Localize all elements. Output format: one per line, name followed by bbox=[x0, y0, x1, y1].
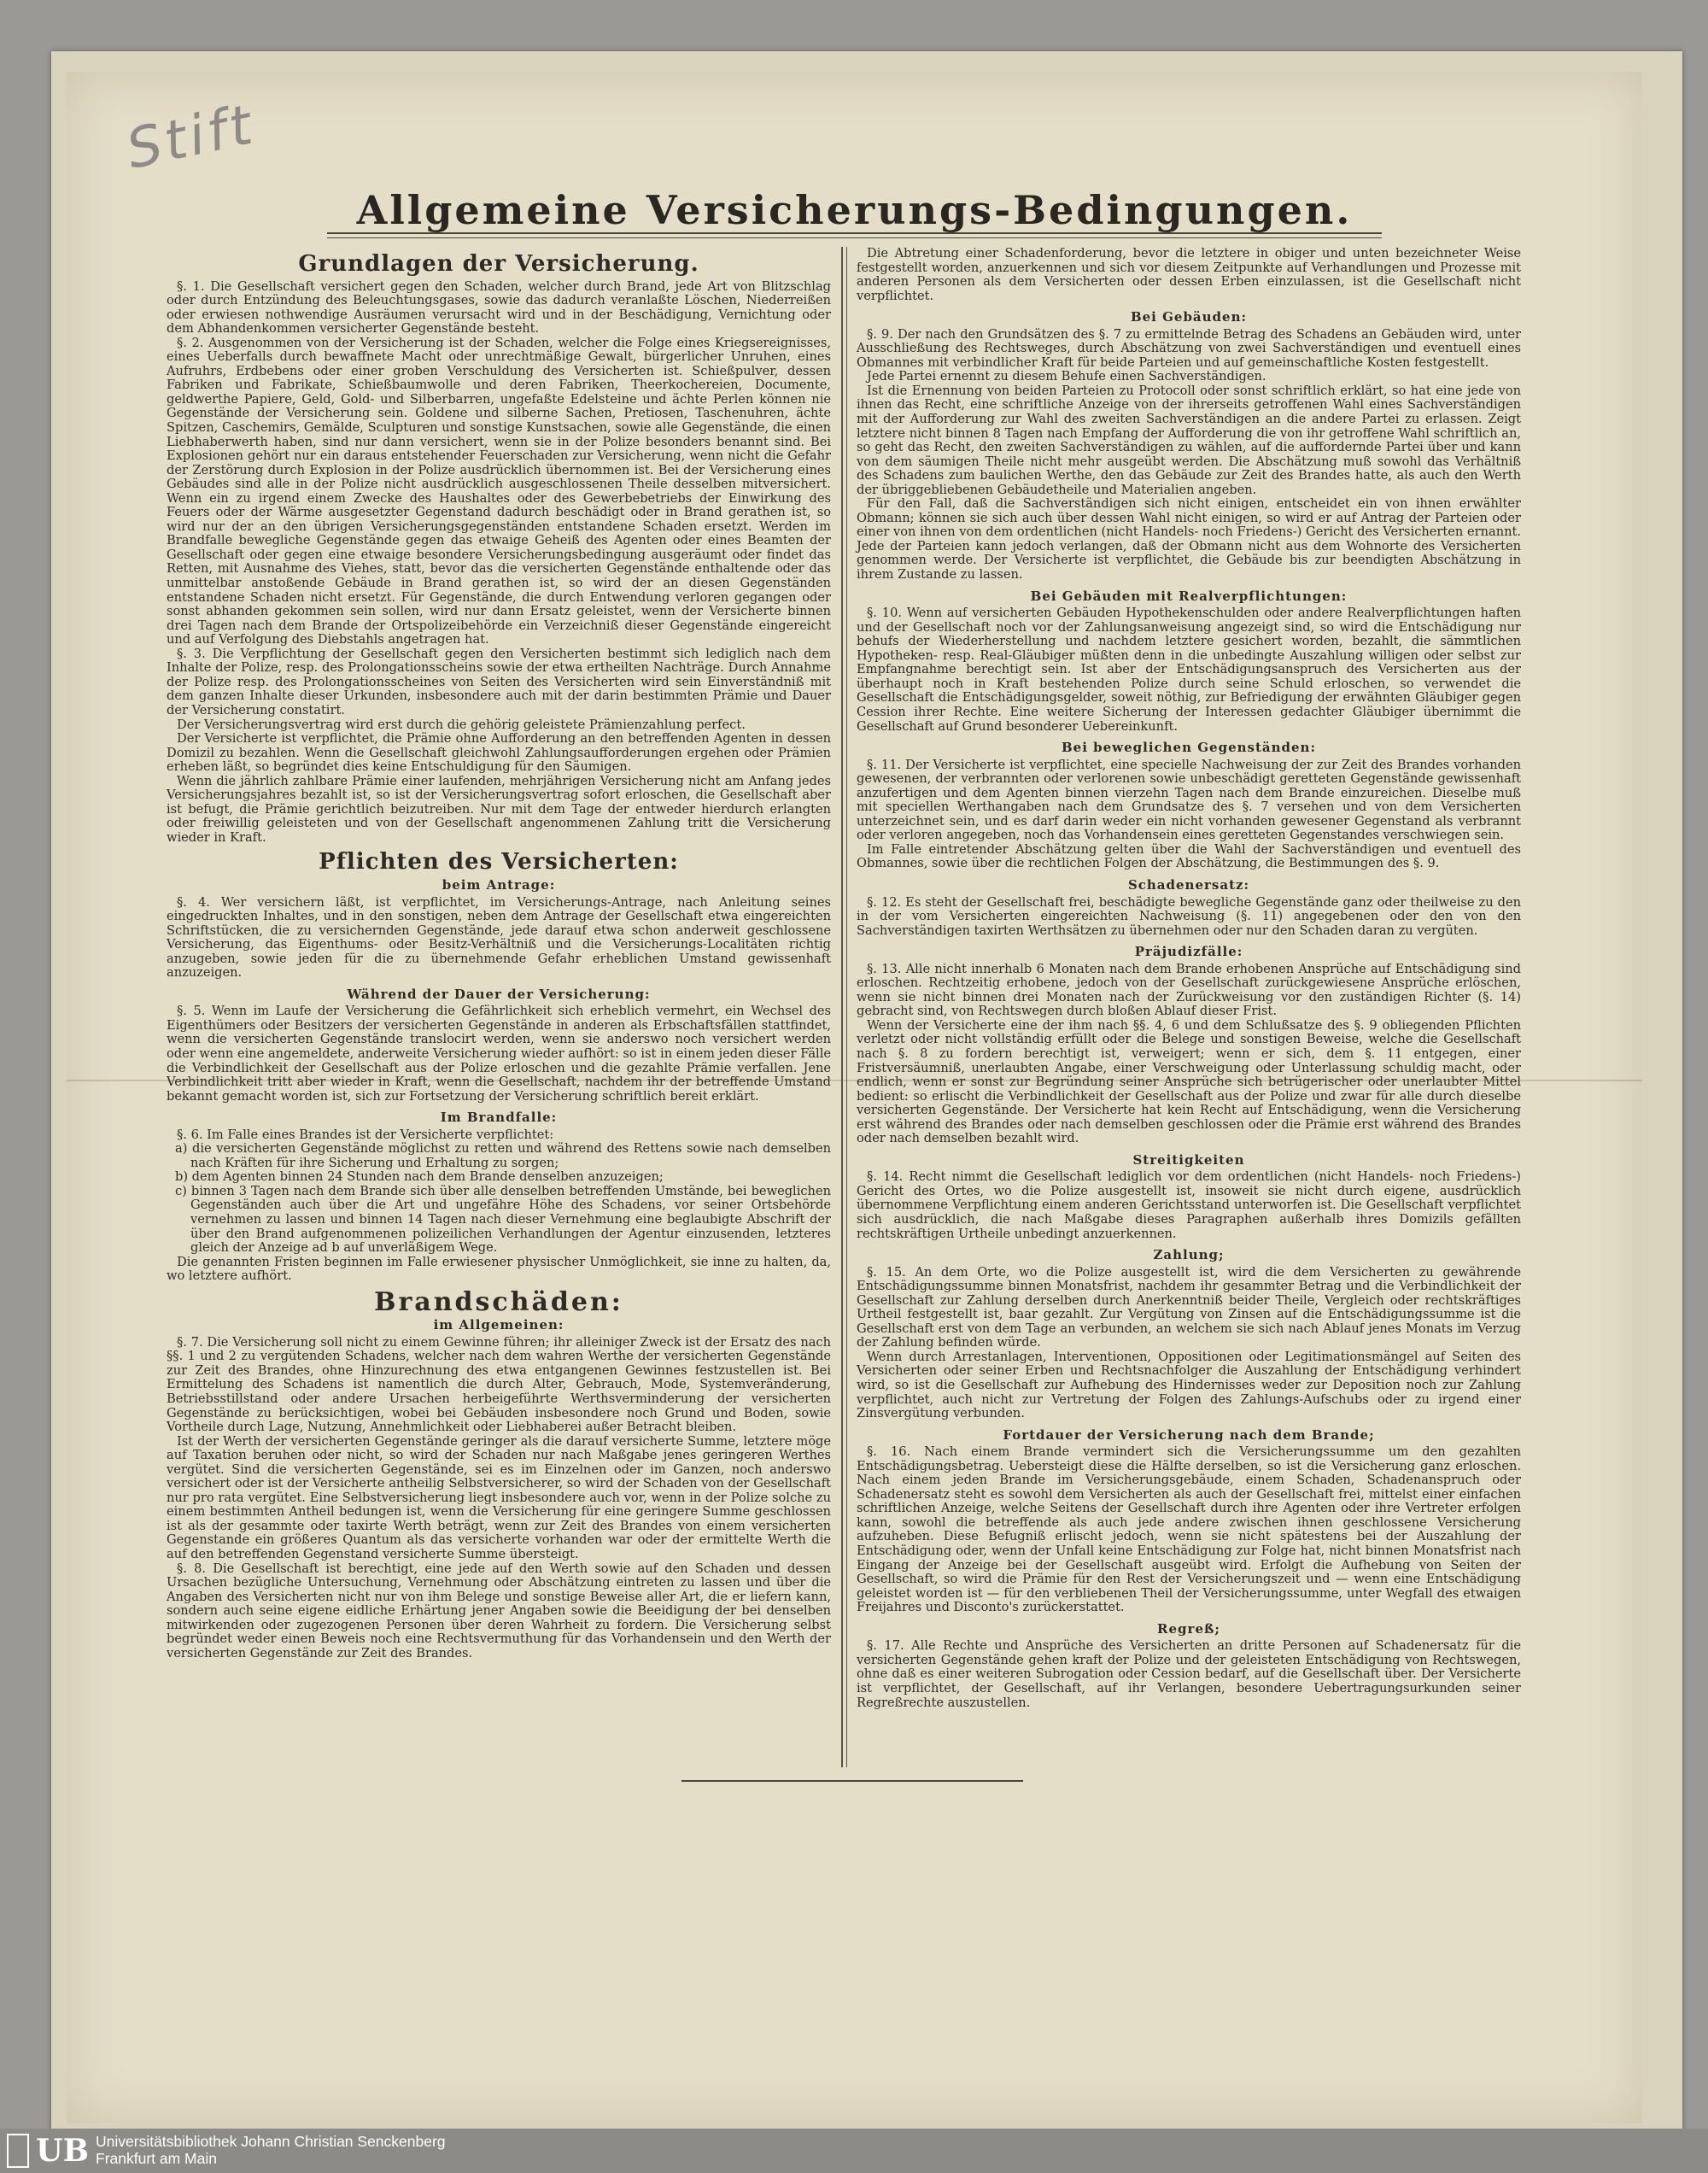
paragraph-6: §. 6. Im Falle eines Brandes ist der Versicherte verpflichtet: bbox=[177, 1127, 554, 1142]
paragraph-7: §. 7. Die Versicherung soll nicht zu einem Gewinne führen; ihr alleiniger Zweck ist der Ersatz des nach §§. 1 und 2 zu vergütenden Schadens, welcher nach dem wahren Werthe der versicherten Gegenstände zur Zeit des Brandes, ohne Hinzurechnung des etwa entgangenen Gewinnes festzustellen ist. Bei Ermittelung des Schadens ist namentlich die durch Alter, Gebrauch, Mode, Systemveränderung, Betriebsstillstand oder andere Ursachen herbeigeführte Werthsverminderung der versicherten Gegenstände zu berücksichtigen, wobei bei Gebäuden insbesondere noch Grund und Boden, sowie Vortheile durch Lage, Nutzung, Annehmlichkeit oder Liebhaberei außer Betracht bleiben. bbox=[167, 1334, 831, 1435]
paragraph-17: §. 17. Alle Rechte und Ansprüche des Versicherten an dritte Personen auf Schadenersatz für die versicherten Gegenstände gehen kraft der Polize und der geleisteten Entschädigung von Rechtswegen, ohne daß es einer weiteren Subrogation oder Cession bedarf, auf die Gesellschaft über. Der Versicherte ist verpflichtet, der Gesellschaft, auf ihr Verlangen, besondere Uebertragungsurkunden seiner Regreßrechte auszustellen. bbox=[857, 1638, 1521, 1710]
heading-schadenersatz: Schadenersatz: bbox=[1127, 876, 1250, 893]
paragraph-8b: Die Abtretung einer Schadenforderung, bevor die letztere in obiger und unten bezeichneter Weise festgestellt worden, anzuerkennen und sich vor diesem Zeitpunkte auf Verhandlungen und Prozesse mit anderen Personen als dem Versicherten oder dessen Erben einzulassen, ist die Gesellschaft nicht verpflichtet. bbox=[857, 246, 1521, 303]
document-page bbox=[67, 72, 1642, 2123]
paragraph-2: §. 2. Ausgenommen von der Versicherung ist der Schaden, welcher die Folge eines Kriegsereignisses, eines Ueberfalls durch bewaffnete Macht oder unrechtmäßige Gewalt, bürgerlicher Unruhen, eines Aufruhrs, Erdbebens oder einer groben Verschuldung des Versicherten ist. Schießpulver, dessen Fabriken und Fabrikate, Schießbaumwolle und deren Fabriken, Theerkochereien, Documente, geldwerthe Papiere, Geld, Gold- und Silberbarren, ungefaßte Edelsteine und ächte Perlen können nie Gegenstände der Versicherung sein. Goldene und silberne Sachen, Pretiosen, Taschenuhren, ächte Spitzen, Caschemirs, Gemälde, Sculpturen und sonstige Kunstsachen, sowie alle Gegenstände, die einen Liebhaberwerth haben, sind nur dann versichert, wenn sie in der Polize besonders benannt sind. Bei Explosionen gehört nur ein daraus entstehender Feuerschaden zur Versicherung, wenn nicht die Gefahr der Zerstörung durch Explosion in der Polize ausdrücklich übernommen ist. Bei der Versicherung eines Gebäudes sind alle in der Polize nicht ausdrücklich ausgeschlossenen Theile desselben mitversichert. Wenn ein zu irgend einem Zwecke des Haushaltes oder des Gewerbebetriebs der Einwirkung des Feuers oder der Wärme ausgesetzter Gegenstand dadurch beschädigt oder in Brand gerathen ist, so wird nur der an den übrigen Versicherungsgegenständen entstandene Schaden ersetzt. Werden im Brandfalle bewegliche Gegenstände gegen das etwaige Geheiß des Agenten oder eines Beamten der Gesellschaft oder gegen eine etwaige besondere Versicherungsbedingung ausgeräumt oder findet das Retten, mit Ausnahme des Viehes, statt, bevor das die versicherten Gegenstände enthaltende oder das unmittelbar anstoßende Gebäude in Brand gerathen ist, so wird der an diesen Gegenständen entstandene Schaden nicht ersetzt. Für Gegenstände, die durch Entwendung verloren gegangen oder sonst abhanden gekommen sein sollen, wird nur dann Ersatz geleistet, wenn der Versicherte binnen drei Tagen nach dem Brande der Ortspolizeibehörde ein Verzeichniß dieser Gegenstände eingereicht und auf Verfolgung des Diebstahls angetragen hat. bbox=[167, 335, 831, 647]
ub-emblem-icon bbox=[7, 2134, 29, 2168]
paragraph-6d: Die genannten Fristen beginnen im Falle erwiesener physischer Unmöglichkeit, sie inne zu halten, da, wo letztere aufhört. bbox=[167, 1254, 831, 1284]
paragraph-9: §. 9. Der nach den Grundsätzen des §. 7 zu ermittelnde Betrag des Schadens an Gebäuden wird, unter Ausschließung des Rechtsweges, durch Abschätzung von zwei Sachverständigen und eventuell eines Obmannes mit verbindlicher Kraft für beide Parteien und auf gemeinschaftliche Kosten festgestellt. bbox=[857, 326, 1521, 370]
title-rule bbox=[327, 232, 1382, 238]
column-divider-thin bbox=[846, 247, 847, 1767]
paragraph-9c: Ist die Ernennung von beiden Parteien zu Protocoll oder sonst schriftlich erklärt, so hat eine jede von ihnen das Recht, eine schriftliche Anzeige von der ihrerseits getroffenen Wahl eines Sachverständigen mit der Aufforderung zur Wahl des zweiten Sachverständigen an die andere Partei zu erlassen. Zeigt letztere nicht binnen 8 Tagen nach Empfang der Aufforderung die von ihr getroffene Wahl schriftlich an, so geht das Recht, den zweiten Sachverständigen zu wählen, auf die auffordernde Partei über und kann von dem säumigen Theile nicht mehr ausgeübt werden. Die Abschätzung muß sowohl das Verhältniß des Schadens zum baulichen Werthe, den das Gebäude zur Zeit des Brandes hatte, als auch den Werth der übriggebliebenen Gebäudetheile und Materialien angeben. bbox=[857, 383, 1521, 497]
heading-praejudiz: Präjudizfälle: bbox=[1134, 944, 1243, 960]
heading-antrage: beim Antrage: bbox=[442, 876, 556, 893]
paragraph-5: §. 5. Wenn im Laufe der Versicherung die Gefährlichkeit sich erheblich vermehrt, ein Wechsel des Eigenthümers oder Besitzers der versicherten Gegenstände in anderen als Erbschaftsfällen stattfindet, wenn die versicherten Gegenstände translocirt werden, wenn sie anderswo noch versichert werden oder wenn eine angemeldete, anderweite Versicherung wieder aufhört: so ist in einem jeden dieser Fälle die Verbindlichkeit der Gesellschaft aus der Polize erloschen und die gezahlte Prämie verfallen. Jene Verbindlichkeit tritt aber wieder in Kraft, wenn die Gesellschaft, nachdem ihr der betreffende Umstand bekannt gemacht worden ist, sich zur Fortsetzung der Versicherung schriftlich bereit erklärt. bbox=[167, 1004, 831, 1104]
left-column bbox=[167, 247, 831, 1660]
right-column bbox=[857, 247, 1521, 1710]
paragraph-1: §. 1. Die Gesellschaft versichert gegen den Schaden, welcher durch Brand, jede Art von Blitzschlag oder durch Entzündung des Beleuchtungsgases, sowie das dadurch veranlaßte Löschen, Niederreißen oder erwiesen nothwendige Ausräumen verursacht wird und in der Beschädigung, Vernichtung oder dem Abhandenkommen versicherter Gegenstände besteht. bbox=[167, 278, 831, 337]
paragraph-3c: Der Versicherte ist verpflichtet, die Prämie ohne Aufforderung an den betreffenden Agenten in dessen Domizil zu bezahlen. Wenn die Gesellschaft gleichwohl Zahlungsaufforderungen ergehen oder Prämien erheben läßt, so begründet dies keine Entschuldigung für den Säumigen. bbox=[167, 731, 831, 775]
heading-regress: Regreß; bbox=[1157, 1620, 1220, 1637]
paragraph-6b: b) dem Agenten binnen 24 Stunden nach dem Brande denselben anzuzeigen; bbox=[175, 1169, 664, 1185]
paragraph-16: §. 16. Nach einem Brande vermindert sich die Versicherungssumme um den gezahlten Entschädigungsbetrag. Uebersteigt diese die Hälfte derselben, so ist die Versicherung ganz erloschen. Nach einem jeden Brande im Versicherungsgebäude, einem Schaden, Schadenanspruch oder Schadenersatz steht es sowohl dem Versicherten als auch der Gesellschaft frei, mittelst einer einfachen schriftlichen Anzeige, welche Seitens der Gesellschaft durch ihre Agenten oder ihre Vertreter erfolgen kann, sowohl die betreffende als auch jede andere zwischen ihnen geschlossene Versicherung aufzuheben. Diese Befugniß erlischt jedoch, wenn sie nicht spätestens bei der Auszahlung der Entschädigung oder, wenn der Unfall keine Entschädigung zur Folge hat, nicht binnen Monatsfrist nach Eingang der Anzeige bei der Gesellschaft ausgeübt wird. Erfolgt die Aufhebung von Seiten der Gesellschaft, so wird die Prämie für den Rest der Versicherungszeit und — wenn eine Entschädigung geleistet worden ist — für den verbliebenen Theil der Versicherungssumme, unter Wegfall des etwaigen Freijahres und Disconto's zurückerstattet. bbox=[857, 1444, 1521, 1615]
paragraph-11b: Im Falle eintretender Abschätzung gelten über die Wahl der Sachverständigen und eventuell des Obmannes, sowie über die rechtlichen Folgen der Abschätzung, die Bestimmungen des §. 9. bbox=[857, 841, 1521, 871]
paragraph-3d: Wenn die jährlich zahlbare Prämie einer laufenden, mehrjährigen Versicherung nicht am Anfang jedes Versicherungsjahres bezahlt ist, so ist der Versicherungsvertrag sofort erloschen, die Gesellschaft aber ist befugt, die Prämie gerichtlich beizutreiben. Nur mit dem Tage der entweder hierdurch erlangten oder freiwillig geleisteten und von der Gesellschaft angenommenen Zahlung tritt die Versicherung wieder in Kraft. bbox=[167, 773, 831, 845]
paragraph-8: §. 8. Die Gesellschaft ist berechtigt, eine jede auf den Werth sowie auf den Schaden und dessen Ursachen bezügliche Untersuchung, Vernehmung oder Abschätzung eintreten zu lassen und über die Angaben des Versicherten nicht nur von ihm Belege und sonstige Beweise aller Art, die er liefern kann, sondern auch seine eigene eidliche Erhärtung jener Angaben sowie die Beeidigung der bei denselben mitwirkenden oder zugezogenen Personen über deren Wahrheit zu fordern. Die Versicherung selbst begründet weder einen Beweis noch eine Rechtsvermuthung für das Vorhandensein und den Werth der versicherten Gegenstände zur Zeit des Brandes. bbox=[167, 1561, 831, 1660]
heading-beweglich: Bei beweglichen Gegenständen: bbox=[1062, 740, 1316, 756]
paragraph-11: §. 11. Der Versicherte ist verpflichtet, eine specielle Nachweisung der zur Zeit des Brandes vorhanden gewesenen, der verbrannten oder verlorenen sowie unbeschädigt geretteten Gegenstände gewissenhaft anzufertigen und dem Agenten binnen vierzehn Tagen nach dem Brande einzureichen. Dieselbe muß mit speciellen Werthangaben nach dem Grundsatze des §. 7 versehen und von dem Versicherten unterzeichnet sein, und es darf darin weder ein nicht vorhanden gewesener Gegenstand als verbrannt oder verloren angegeben, noch das Vorhandensein eines geretteten Gegenstandes verschwiegen sein. bbox=[857, 757, 1521, 843]
heading-pflichten: Pflichten des Versicherten: bbox=[319, 849, 679, 876]
heading-brandschaeden: Brandschäden: bbox=[374, 1286, 623, 1317]
paragraph-7b: Ist der Werth der versicherten Gegenstände geringer als die darauf versicherte Summe, letztere möge auf Taxation beruhen oder nicht, so wird der Schaden nur nach Maßgabe jenes geringeren Werthes vergütet. Sind die versicherten Gegenstände, sei es im Einzelnen oder im Ganzen, noch anderswo versichert oder ist der Versicherte antheilig Selbstversicherer, so wird der Schaden von der Gesellschaft nur pro rata vergütet. Eine Selbstversicherung liegt insbesondere auch vor, wenn in der Polize solche zu einem bestimmten Antheil bedungen ist, wenn die Versicherung für eine geringere Summe geschlossen ist als der gesammte oder taxirte Werth beträgt, wenn zur Zeit des Brandes von einem versicherten Gegenstande ein größeres Quantum als das versicherte vorhanden war oder der ermittelte Werth die auf den betreffenden Gegenstand versicherte Summe übersteigt. bbox=[167, 1433, 831, 1562]
heading-brandfalle: Im Brandfalle: bbox=[440, 1110, 558, 1126]
heading-streitigkeiten: Streitigkeiten bbox=[1132, 1151, 1245, 1168]
heading-realverpflichtungen: Bei Gebäuden mit Realverpflichtungen: bbox=[1030, 588, 1348, 604]
paragraph-14: §. 14. Recht nimmt die Gesellschaft lediglich vor dem ordentlichen (nicht Handels- noch Friedens-) Gericht des Ortes, wo die Polize ausgestellt ist, insoweit sie nicht durch eigene, ausdrücklich übernommene Verpflichtung einem anderen Gerichtsstand unterworfen ist. Die Gesellschaft verpflichtet sich ausdrücklich, die nach Maßgabe dieses Paragraphen außerhalb ihres Domizils gefällten rechtskräftigen Urtheile unbedingt anzuerkennen. bbox=[857, 1169, 1521, 1241]
heading-gebaeuden: Bei Gebäuden: bbox=[1130, 309, 1248, 325]
heading-dauer: Während der Dauer der Versicherung: bbox=[347, 986, 651, 1002]
institution-line-1: Universitätsbibliothek Johann Christian Senckenberg bbox=[96, 2133, 446, 2150]
paragraph-10: §. 10. Wenn auf versicherten Gebäuden Hypothekenschulden oder andere Realverpflichtungen haften und der Gesellschaft noch vor der Zahlungsanweisung angezeigt sind, so wird die Entschädigung nur behufs der Wiederherstellung und nachdem letztere gesichert worden, bezahlt, die sämmtlichen Hypotheken- resp. Real-Gläubiger müßten denn in die unbedingte Auszahlung willigen oder selbst zur Empfangnahme berechtigt sein. Ist aber der Entschädigungsanspruch des Versicherten aus der überhaupt noch in Kraft bestehenden Polize durch seine Schuld erloschen, so verwendet die Gesellschaft die Entschädigungsgelder, soweit nöthig, zur Befriedigung der erwähnten Gläubiger gegen Cession ihrer Rechte. Eine weitere Sicherung der Interessen gedachter Gläubiger übernimmt die Gesellschaft auf Grund besonderer Uebereinkunft. bbox=[857, 606, 1521, 734]
paragraph-13b: Wenn der Versicherte eine der ihm nach §§. 4, 6 und dem Schlußsatze des §. 9 obliegenden Pflichten verletzt oder nicht vollständig erfüllt oder die Belege und sonstigen Beweise, welche die Gesellschaft nach §. 8 zu fordern berechtigt ist, verweigert; wenn er sich, dem §. 11 entgegen, einer Fristversäumniß, unerlaubten Angabe, einer Verschweigung oder Unterlassung schuldig macht, oder endlich, wenn er sonst zur Begründung seiner Ansprüche sich betrügerischer oder unerlaubter Mittel bedient: so erlischt die Verbindlichkeit der Gesellschaft aus der Polize und zwar für alle durch dieselbe versicherten Gegenstände. Der Versicherte hat kein Recht auf Entschädigung, wenn die Versicherung erst während des Brandes oder nach demselben geschlossen oder die Prämie erst während des Brandes oder nach demselben bezahlt wird. bbox=[857, 1017, 1521, 1146]
institution-line-2: Frankfurt am Main bbox=[96, 2150, 217, 2167]
paragraph-15b: Wenn durch Arrestanlagen, Interventionen, Oppositionen oder Legitimationsmängel auf Seiten des Versicherten oder seiner Erben und Rechtsnachfolger die Auszahlung der Entschädigung verhindert wird, so ist die Gesellschaft zur Aufhebung des Hindernisses weder zur Deposition noch zur Zahlung verpflichtet, auch nicht zur Vertretung der Folgen des Zahlungs-Aufschubs oder zu irgend einer Zinsvergütung verbunden. bbox=[857, 1349, 1521, 1421]
heading-allgemeinen: im Allgemeinen: bbox=[433, 1317, 564, 1333]
paragraph-12: §. 12. Es steht der Gesellschaft frei, beschädigte bewegliche Gegenstände ganz oder theilweise zu den in der vom Versicherten eingereichten Nachweisung (§. 11) angegebenen oder den von den Sachverständigen taxirten Werthsätzen zu übernehmen oder nur den Schaden daran zu vergüten. bbox=[857, 894, 1521, 938]
paragraph-6a: a) die versicherten Gegenstände möglichst zu retten und während des Rettens sowie nach demselben nach Kräften für ihre Sicherung und Erhaltung zu sorgen; bbox=[175, 1141, 831, 1170]
ub-logo-text: UB bbox=[36, 2133, 89, 2169]
heading-fortdauer: Fortdauer der Versicherung nach dem Brande; bbox=[1003, 1426, 1375, 1443]
ub-logo bbox=[7, 2132, 89, 2170]
institution-name bbox=[96, 2133, 446, 2167]
paragraph-6c: c) binnen 3 Tagen nach dem Brande sich über alle denselben betreffenden Umstände, bei beweglichen Gegenständen auch über die Art und ungefähre Höhe des Schadens, vor seiner Ortsbehörde vernehmen zu lassen und binnen 14 Tagen nach dieser Vernehmung eine beglaubigte Abschrift der über den Brand aufgenommenen polizeilichen Verhandlungen der Agentur einzusenden, letzteres gleich der Anzeige ad b auf unverläßigem Wege. bbox=[175, 1183, 831, 1256]
document-title: Allgemeine Versicherungs-Bedingungen. bbox=[356, 187, 1353, 233]
heading-zahlung: Zahlung; bbox=[1153, 1247, 1225, 1263]
paragraph-9d: Für den Fall, daß die Sachverständigen sich nicht einigen, entscheidet ein von ihnen erwählter Obmann; können sie sich auch über dessen Wahl nicht einigen, so wird er auf Antrag der Parteien oder einer von ihnen von dem ordentlichen (nicht Handels- noch Friedens-) Gericht des Versicherten ernannt. Jede der Parteien kann jedoch verlangen, daß der Obmann nicht aus dem Wohnorte des Versicherten genommen werde. Der Versicherte ist verpflichtet, die Gebäude bis zur beendigten Abschätzung in ihrem Zustande zu lassen. bbox=[857, 496, 1521, 583]
handwritten-note: Stift bbox=[120, 93, 261, 182]
heading-grundlagen: Grundlagen der Versicherung. bbox=[298, 251, 699, 277]
paragraph-15: §. 15. An dem Orte, wo die Polize ausgestellt ist, wird die dem Versicherten zu gewährende Entschädigungssumme binnen Monatsfrist, nachdem ihr gesammter Betrag und die Verbindlichkeit der Gesellschaft zur Zahlung derselben durch Anerkenntniß beider Theile, Vergleich oder rechtskräftiges Urtheil festgestellt ist, baar gezahlt. Zur Vergütung von Zinsen auf die Entschädigungssumme ist die Gesellschaft erst von dem Tage an verbunden, an welchem sie sich nach Ablauf jenes Monats im Verzug der Zahlung befinden würde. bbox=[857, 1264, 1521, 1350]
paragraph-3b: Der Versicherungsvertrag wird erst durch die gehörig geleistete Prämienzahlung perfect. bbox=[177, 717, 746, 732]
paragraph-13: §. 13. Alle nicht innerhalb 6 Monaten nach dem Brande erhobenen Ansprüche auf Entschädigung sind erloschen. Rechtzeitig erhobene, jedoch von der Gesellschaft zurückgewiesene Ansprüche erlöschen, wenn sie nicht binnen drei Monaten nach der Zurückweisung vor den zuständigen Richter (§. 14) gebracht sind, von Rechtswegen durch bloßen Ablauf dieser Frist. bbox=[857, 961, 1521, 1019]
column-divider bbox=[841, 247, 843, 1767]
paragraph-9b: Jede Partei ernennt zu diesem Behufe einen Sachverständigen. bbox=[867, 369, 1266, 384]
paragraph-4: §. 4. Wer versichern läßt, ist verpflichtet, im Versicherungs-Antrage, nach Anleitung seines eingedruckten Inhaltes, und in den sonstigen, neben dem Antrage der Gesellschaft etwa eingereichten Schriftstücken, die zu versichernden Gegenstände, jede darauf etwa schon anderweit geschlossene Versicherung, das Eigenthums- oder Besitz-Verhältniß und die Versicherungs-Localitäten richtig anzugeben, sowie jeden für die zu übernehmende Gefahr erheblichen Umstand gewissenhaft anzuzeigen. bbox=[167, 894, 831, 981]
end-rule bbox=[681, 1780, 1023, 1782]
paragraph-3: §. 3. Die Verpflichtung der Gesellschaft gegen den Versicherten bestimmt sich lediglich nach dem Inhalte der Polize, resp. des Prolongationsscheins sowie der etwa ertheilten Nachträge. Durch Annahme der Polize resp. des Prolongationsscheines von Seiten des Versicherten wird sein Einverständniß mit dem ganzen Inhalte dieser Urkunden, insbesondere auch mit der darin bestimmten Prämie und Dauer der Versicherung constatirt. bbox=[167, 646, 831, 718]
